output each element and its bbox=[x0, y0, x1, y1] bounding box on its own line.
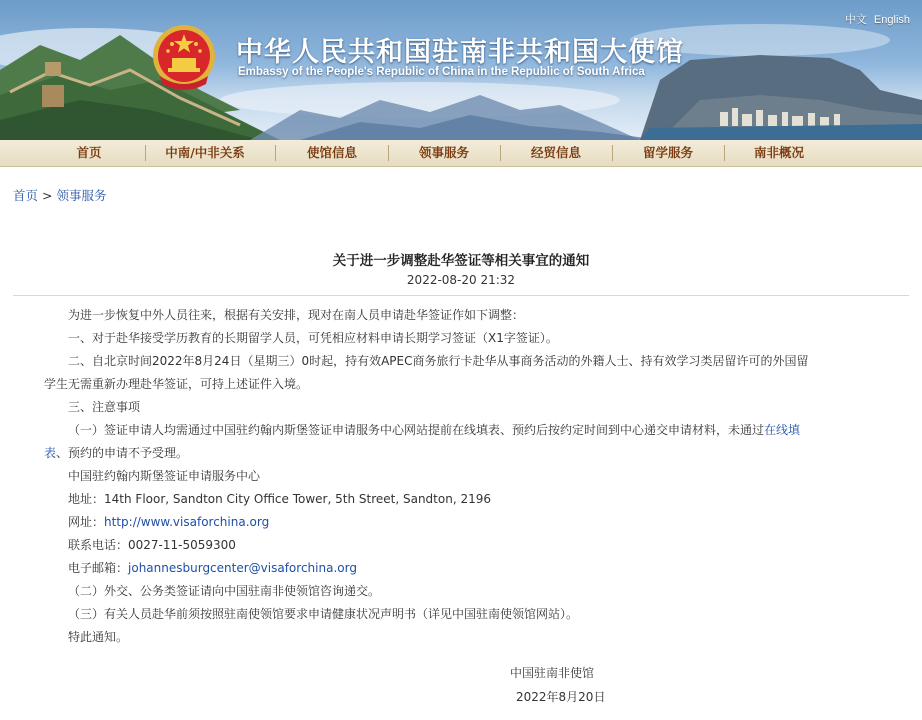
visa-center-email bbox=[68, 559, 357, 576]
title-divider bbox=[13, 295, 909, 296]
phone-value: 0027-11-5059300 bbox=[128, 538, 236, 552]
phone-label: 联系电话： bbox=[68, 538, 129, 552]
email-label: 电子邮箱： bbox=[68, 561, 129, 575]
address-value: 14th Floor, Sandton City Office Tower, 5th Street, Sandton, 2196 bbox=[104, 492, 491, 506]
nav-item-embassy-info[interactable]: 使馆信息 bbox=[306, 145, 358, 160]
website-label: 网址： bbox=[68, 515, 105, 529]
main-nav bbox=[0, 140, 922, 167]
national-emblem-icon bbox=[150, 22, 218, 96]
nav-item-consular[interactable]: 领事服务 bbox=[418, 145, 470, 160]
article-sub-1-line-2 bbox=[44, 444, 188, 461]
nav-divider bbox=[145, 145, 146, 161]
nav-item-economy[interactable]: 经贸信息 bbox=[530, 145, 582, 160]
article-sub-2: （二）外交、公务类签证请向中国驻南非使领馆咨询递交。 bbox=[68, 584, 381, 598]
online-form-link-cont[interactable]: 表 bbox=[44, 446, 57, 460]
nav-divider bbox=[275, 145, 276, 161]
visa-center-address bbox=[68, 490, 491, 507]
article-item-3: 三、注意事项 bbox=[68, 400, 141, 414]
nav-divider bbox=[724, 145, 725, 161]
signature-date: 2022年8月20日 bbox=[516, 690, 606, 704]
nav-divider bbox=[388, 145, 389, 161]
article-sub-1-rest: 、预约的申请不予受理。 bbox=[56, 446, 189, 460]
article-title: 关于进一步调整赴华签证等相关事宜的通知 bbox=[332, 253, 590, 269]
visa-center-name: 中国驻约翰内斯堡签证申请服务中心 bbox=[68, 469, 261, 483]
site-title-en: Embassy of the People's Republic of China in the Republic of South Africa bbox=[238, 66, 645, 78]
article-sub-1-text: （一）签证申请人均需通过中国驻约翰内斯堡签证申请服务中心网站提前在线填表、预约后按约定时间到中心递交申请材料，未通过 bbox=[68, 423, 765, 437]
article-date: 2022-08-20 21:32 bbox=[406, 273, 516, 287]
email-link[interactable]: johannesburgcenter@visaforchina.org bbox=[128, 561, 357, 575]
online-form-link[interactable]: 在线填 bbox=[764, 423, 801, 437]
nav-item-relations[interactable]: 中南/中非关系 bbox=[165, 145, 245, 160]
address-label: 地址： bbox=[68, 492, 105, 506]
article-closing: 特此通知。 bbox=[68, 630, 129, 644]
article-item-1: 一、对于赴华接受学历教育的长期留学人员，可凭相应材料申请长期学习签证（X1字签证）。 bbox=[68, 331, 558, 345]
visa-center-website bbox=[68, 513, 269, 530]
nav-item-study[interactable]: 留学服务 bbox=[642, 145, 694, 160]
visa-center-phone bbox=[68, 536, 236, 553]
site-title-cn: 中华人民共和国驻南非共和国大使馆 bbox=[236, 37, 684, 68]
header-banner bbox=[0, 0, 922, 140]
breadcrumb-current-link[interactable]: 领事服务 bbox=[56, 188, 107, 203]
breadcrumb-home-link[interactable]: 首页 bbox=[13, 188, 39, 203]
nav-item-sa-overview[interactable]: 南非概况 bbox=[753, 145, 805, 160]
website-link[interactable]: http://www.visaforchina.org bbox=[104, 515, 270, 529]
article-intro: 为进一步恢复中外人员往来，根据有关安排，现对在南人员申请赴华签证作如下调整： bbox=[68, 308, 525, 322]
lang-chinese-link[interactable]: 中文 bbox=[844, 14, 867, 26]
nav-divider bbox=[500, 145, 501, 161]
breadcrumb-separator: > bbox=[42, 188, 53, 203]
nav-item-home[interactable]: 首页 bbox=[76, 145, 102, 160]
breadcrumb bbox=[13, 186, 107, 204]
article-sub-3: （三）有关人员赴华前须按照驻南使领馆要求申请健康状况声明书（详见中国驻南使领馆网站）。 bbox=[68, 607, 579, 621]
article-item-2-line-2: 学生无需重新办理赴华签证，可持上述证件入境。 bbox=[44, 377, 309, 391]
signature: 中国驻南非使馆 bbox=[510, 666, 595, 680]
lang-english-link[interactable]: English bbox=[873, 14, 910, 26]
article-item-2-line-1: 二、自北京时间2022年8月24日（星期三）0时起，持有效APEC商务旅行卡赴华从事商务活动的外籍人士、持有效学习类居留许可的外国留 bbox=[68, 354, 809, 368]
article-sub-1-line-1 bbox=[68, 421, 800, 438]
language-switch bbox=[841, 11, 910, 27]
nav-divider bbox=[612, 145, 613, 161]
